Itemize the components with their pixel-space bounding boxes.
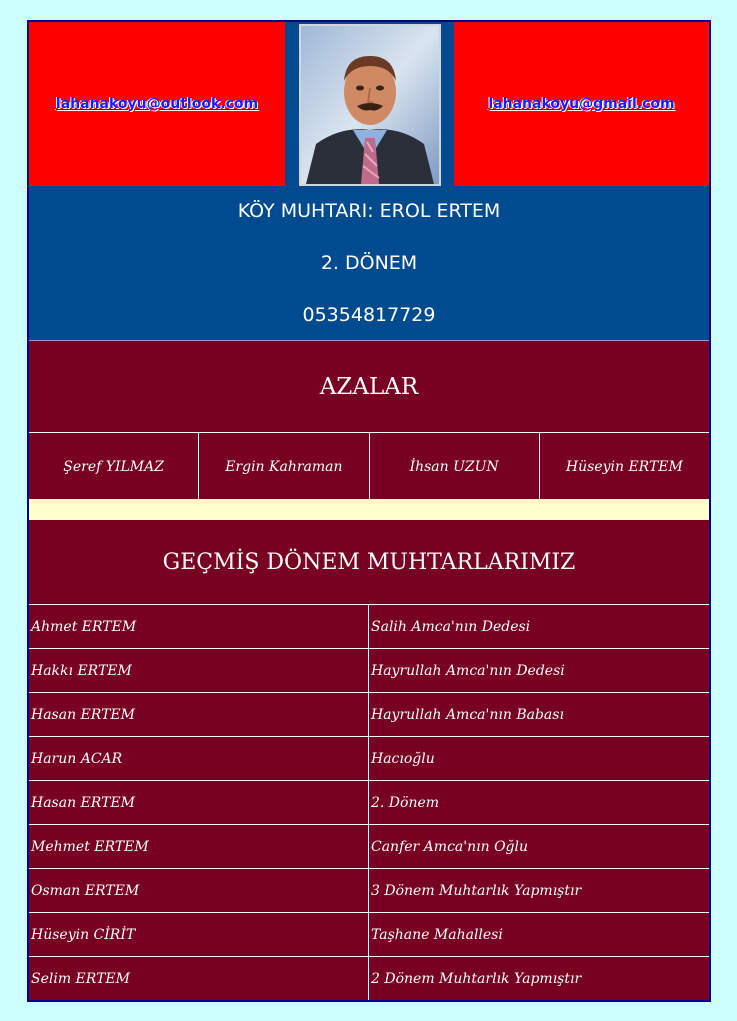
past-muhtars-heading: GEÇMİŞ DÖNEM MUHTARLARIMIZ bbox=[29, 520, 709, 604]
past-muhtar-note: Hayrullah Amca'nın Babası bbox=[371, 706, 564, 723]
member-cell: Şeref YILMAZ bbox=[29, 433, 199, 500]
past-muhtar-note: Salih Amca'nın Dedesi bbox=[371, 618, 531, 635]
azalar-heading: AZALAR bbox=[29, 341, 709, 432]
muhtar-info bbox=[29, 186, 709, 340]
past-muhtar-name: Mehmet ERTEM bbox=[29, 825, 369, 868]
past-muhtar-name: Hakkı ERTEM bbox=[29, 649, 369, 692]
table-row bbox=[29, 956, 709, 1000]
past-muhtars-table bbox=[29, 604, 709, 1000]
cream-spacer bbox=[29, 499, 709, 520]
table-row bbox=[29, 604, 709, 648]
term-label: 2. DÖNEM bbox=[320, 252, 418, 274]
table-row bbox=[29, 780, 709, 824]
past-muhtar-name: Osman ERTEM bbox=[29, 869, 369, 912]
member-cell: Ergin Kahraman bbox=[199, 433, 369, 500]
member-cell: İhsan UZUN bbox=[370, 433, 540, 500]
table-row bbox=[29, 648, 709, 692]
muhtar-name: KÖY MUHTARI: EROL ERTEM bbox=[237, 200, 501, 222]
muhtar-photo bbox=[299, 24, 441, 186]
table-row bbox=[29, 868, 709, 912]
past-muhtar-note: 2. Dönem bbox=[371, 794, 440, 811]
past-muhtar-note: 2 Dönem Muhtarlık Yapmıştır bbox=[371, 970, 582, 987]
table-row bbox=[29, 912, 709, 956]
phone-number: 05354817729 bbox=[302, 304, 436, 326]
past-muhtar-note: Hacıoğlu bbox=[371, 750, 435, 767]
page-frame bbox=[27, 20, 711, 1002]
past-muhtar-name: Hüseyin CİRİT bbox=[29, 913, 369, 956]
muhtar-portrait-image bbox=[301, 26, 439, 184]
past-muhtar-note: 3 Dönem Muhtarlık Yapmıştır bbox=[371, 882, 582, 899]
table-row bbox=[29, 692, 709, 736]
past-muhtar-name: Hasan ERTEM bbox=[29, 781, 369, 824]
table-row bbox=[29, 824, 709, 868]
gmail-email-link[interactable]: lahanakoyu@gmail.com bbox=[488, 96, 675, 112]
past-muhtar-name: Hasan ERTEM bbox=[29, 693, 369, 736]
outlook-email-link[interactable]: lahanakoyu@outlook.com bbox=[55, 96, 259, 112]
header-row bbox=[29, 22, 709, 186]
email-box-left bbox=[29, 22, 285, 186]
member-cell: Hüseyin ERTEM bbox=[565, 458, 683, 475]
past-muhtar-note: Hayrullah Amca'nın Dedesi bbox=[371, 662, 565, 679]
past-muhtar-name: Harun ACAR bbox=[29, 737, 369, 780]
past-muhtar-name: Ahmet ERTEM bbox=[29, 605, 369, 648]
past-muhtar-note: Taşhane Mahallesi bbox=[371, 926, 503, 943]
azalar-members-row bbox=[29, 432, 709, 500]
past-muhtar-note: Canfer Amca'nın Oğlu bbox=[371, 838, 529, 855]
past-muhtar-name: Selim ERTEM bbox=[29, 957, 369, 1000]
email-box-right bbox=[454, 22, 709, 186]
table-row bbox=[29, 736, 709, 780]
